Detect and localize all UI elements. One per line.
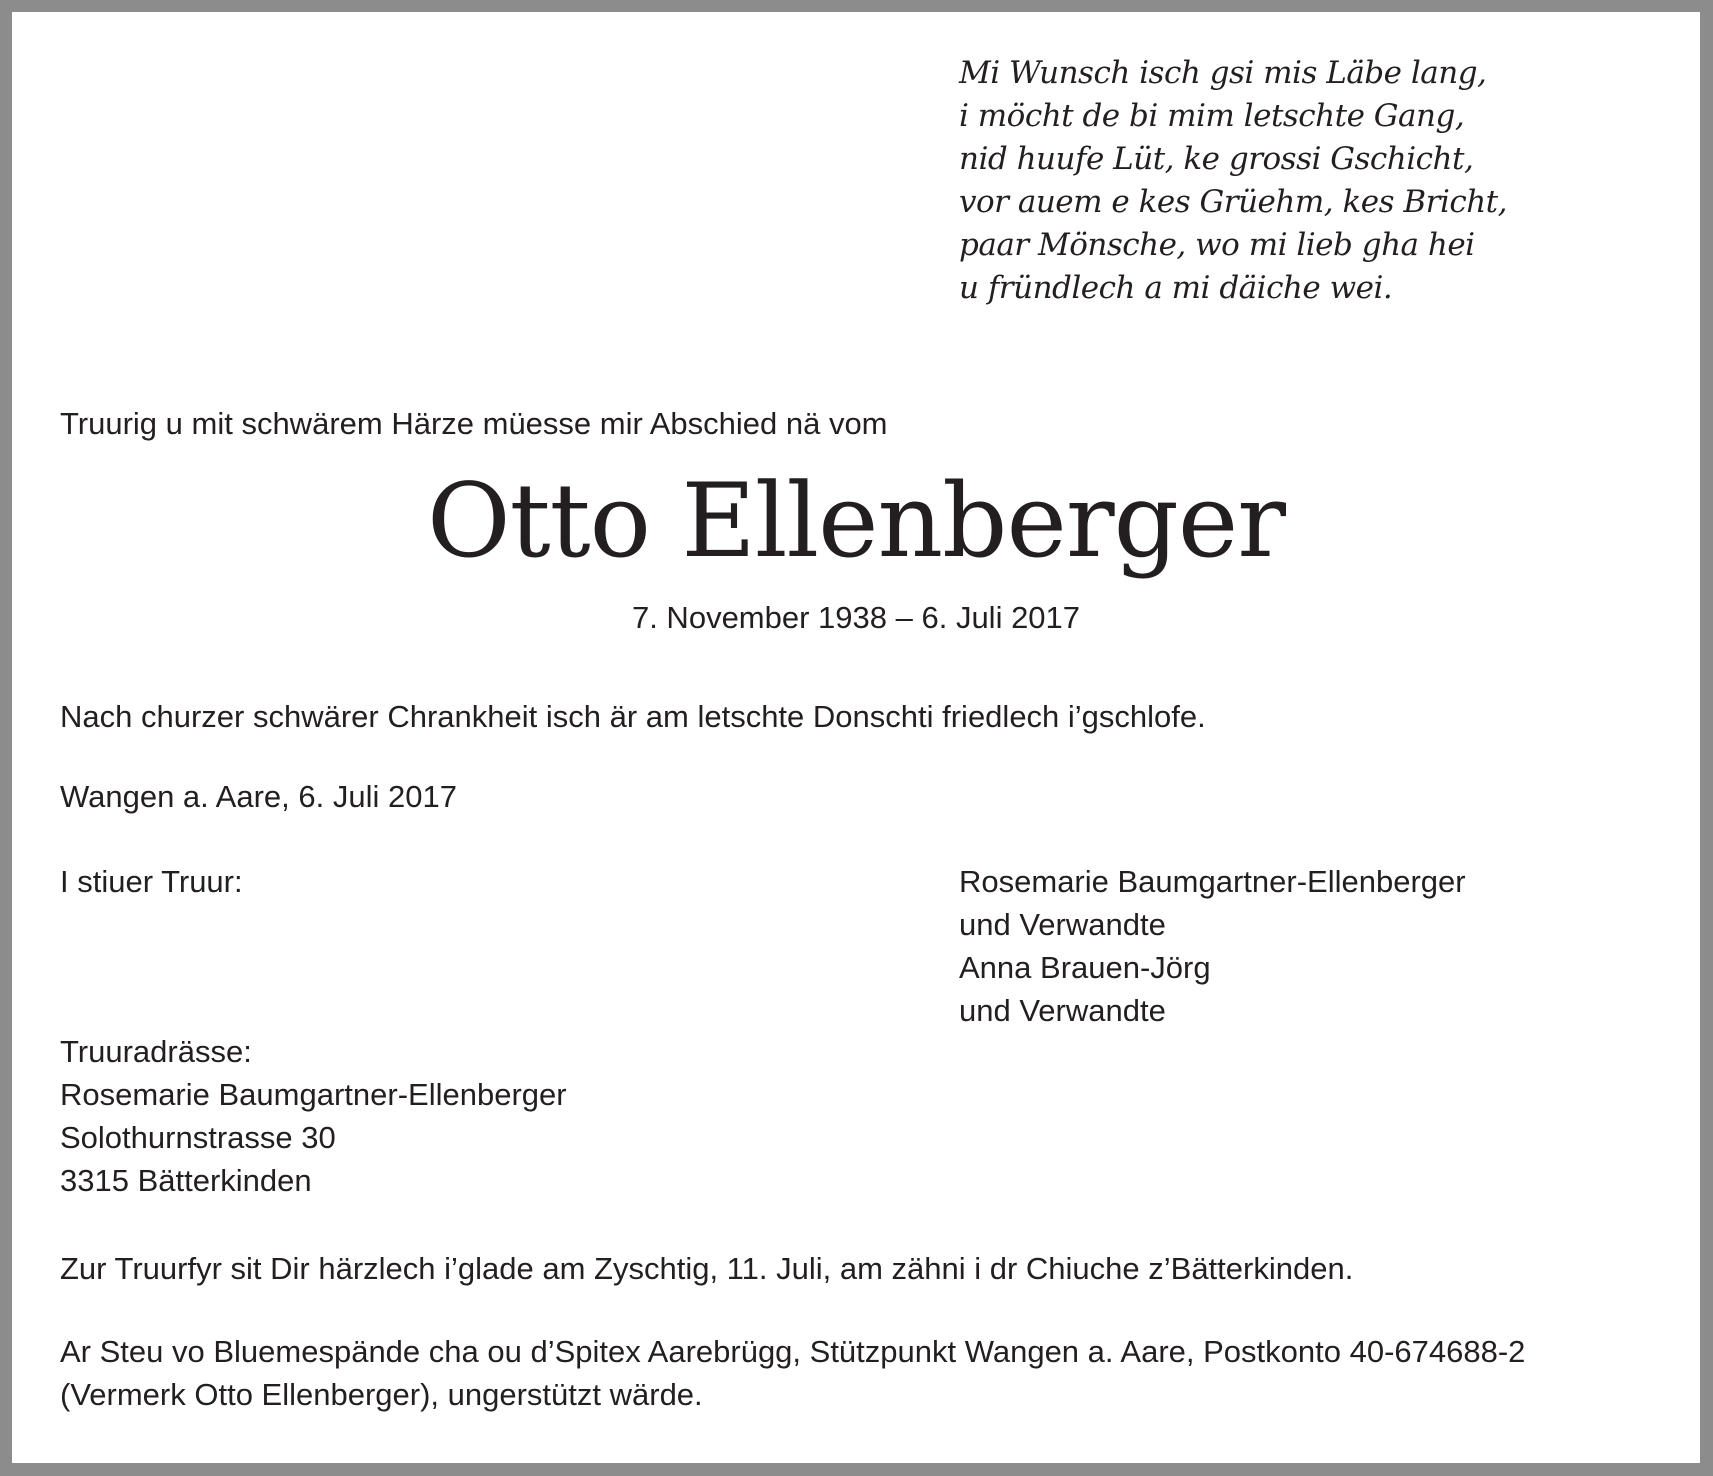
mourner-line: Anna Brauen-Jörg xyxy=(959,950,1211,985)
address-line: Truuradrässe: xyxy=(60,1034,252,1069)
deceased-name: Otto Ellenberger xyxy=(426,462,1286,581)
poem-line: paar Mönsche, wo mi lieb gha hei xyxy=(959,227,1475,263)
poem-line: vor auem e kes Grüehm, kes Bricht, xyxy=(959,184,1507,220)
donation-line-1: Ar Steu vo Bluemespände cha ou d’Spitex Aarebrügg, Stützpunkt Wangen a. Aare, Postkonto 40-674688-2 xyxy=(60,1334,1526,1369)
mourner-line: und Verwandte xyxy=(959,993,1166,1028)
intro-text: Truurig u mit schwärem Härze müesse mir Abschied nä vom xyxy=(60,406,888,441)
service-text: Zur Truurfyr sit Dir härzlech i’glade am Zyschtig, 11. Juli, am zähni i dr Chiuche z’Bätterkinden. xyxy=(60,1251,1354,1286)
mourner-line: und Verwandte xyxy=(959,907,1166,942)
poem-line: u fründlech a mi däiche wei. xyxy=(959,270,1393,306)
place-date: Wangen a. Aare, 6. Juli 2017 xyxy=(60,779,457,814)
life-dates: 7. November 1938 – 6. Juli 2017 xyxy=(631,600,1081,635)
poem-line: Mi Wunsch isch gsi mis Läbe lang, xyxy=(959,55,1487,91)
mourning-address xyxy=(60,1030,567,1202)
passing-text: Nach churzer schwärer Chrankheit isch är am letschte Donschti friedlech i’gschlofe. xyxy=(60,699,1206,734)
donation-line-2: (Vermerk Otto Ellenberger), ungerstützt wärde. xyxy=(60,1377,703,1412)
mourners-list xyxy=(959,860,1466,1032)
poem-line: nid huufe Lüt, ke grossi Gschicht, xyxy=(959,141,1474,177)
address-line: Solothurnstrasse 30 xyxy=(60,1120,336,1155)
mourner-line: Rosemarie Baumgartner-Ellenberger xyxy=(959,864,1466,899)
address-line: 3315 Bätterkinden xyxy=(60,1163,312,1198)
death-notice xyxy=(12,12,1700,1463)
address-line: Rosemarie Baumgartner-Ellenberger xyxy=(60,1077,567,1112)
poem-line: i möcht de bi mim letschte Gang, xyxy=(959,98,1465,134)
poem xyxy=(959,52,1507,310)
mourning-label: I stiuer Truur: xyxy=(60,864,243,899)
